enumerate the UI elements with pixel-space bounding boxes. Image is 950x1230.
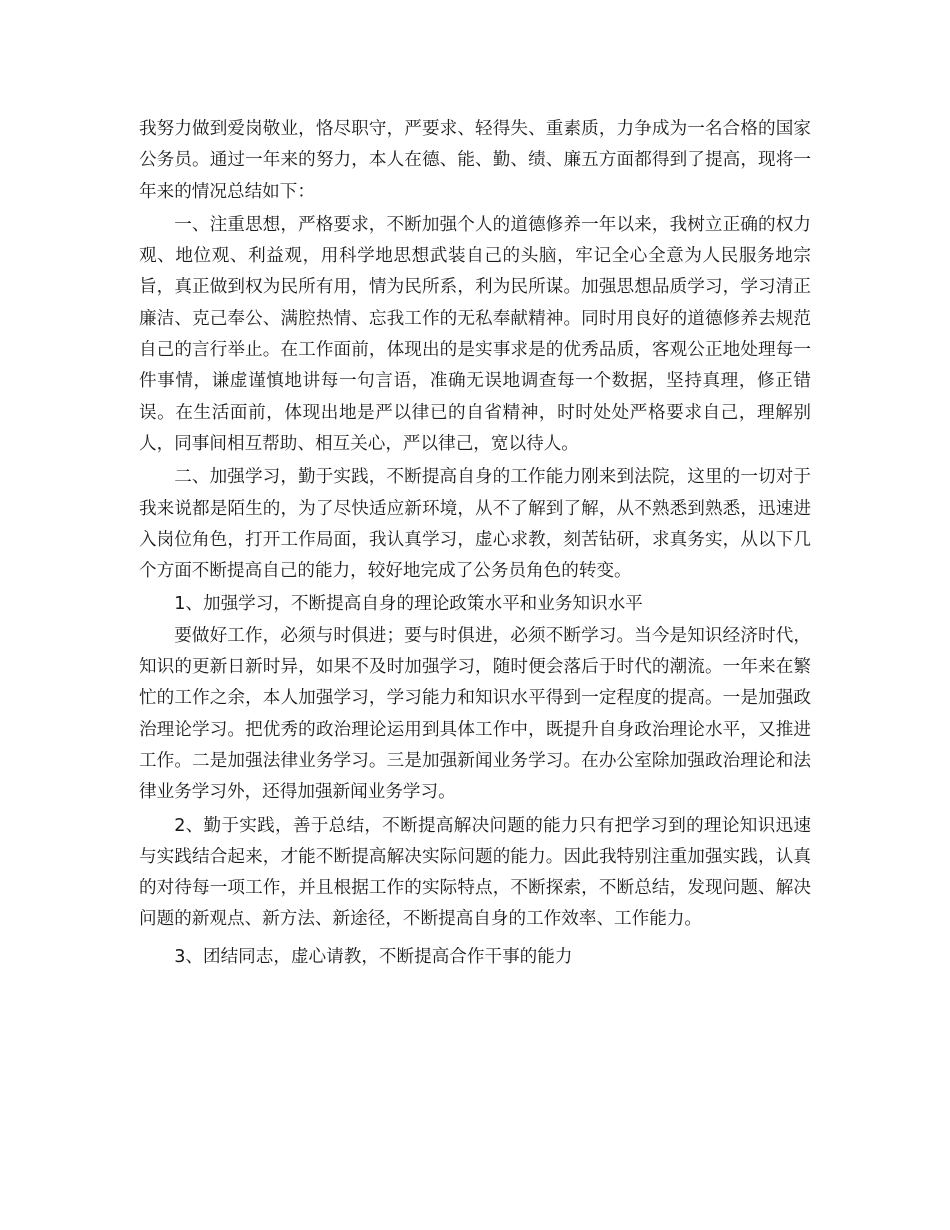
- subheading-3: 3、团结同志，虚心请教，不断提高合作干事的能力: [174, 946, 573, 967]
- paragraph-subsection-1: 要做好工作，必须与时俱进；要与时俱进，必须不断学习。当今是知识经济时代，知识的更新日新时异，如果不及时加强学习，随时便会落后于时代的潮流。一年来在繁忙的工作之余，本人加强学习，学习能力和知识水平得到一定程度的提高。一是加强政治理论学习。把优秀的政治理论运用到具体工作中，既提升自身政治理论水平，又推进工作。二是加强法律业务学习。三是加强新闻业务学习。在办公室除加强政治理论和法律业务学习外，还得加强新闻业务学习。: [139, 625, 811, 803]
- paragraph-subsection-2: 2、勤于实践，善于总结，不断提高解决问题的能力只有把学习到的理论知识迅速与实践结合起来，才能不断提高解决实际问题的能力。因此我特别注重加强实践，认真的对待每一项工作，并且根据工作的实际特点，不断探索，不断总结，发现问题、解决问题的新观点、新方法、新途径，不断提高自身的工作效率、工作能力。: [139, 815, 811, 930]
- paragraph-section-2: 二、加强学习，勤于实践，不断提高自身的工作能力刚来到法院，这里的一切对于我来说都是陌生的，为了尽快适应新环境，从不了解到了解，从不熟悉到熟悉，迅速进入岗位角色，打开工作局面，我认真学习，虚心求教，刻苦钻研，求真务实，从以下几个方面不断提高自己的能力，较好地完成了公务员角色的转变。: [139, 467, 811, 582]
- document-body: [139, 114, 811, 973]
- subheading-1: 1、加强学习，不断提高自身的理论政策水平和业务知识水平: [174, 594, 643, 615]
- paragraph-intro: 我努力做到爱岗敬业，恪尽职守，严要求、轻得失、重素质，力争成为一名合格的国家公务员。通过一年来的努力，本人在德、能、勤、绩、廉五方面都得到了提高，现将一年来的情况总结如下：: [139, 119, 811, 202]
- paragraph-section-1: 一、注重思想，严格要求，不断加强个人的道德修养一年以来，我树立正确的权力观、地位观、利益观，用科学地思想武装自己的头脑，牢记全心全意为人民服务地宗旨，真正做到权为民所有用，情为民所系，利为民所谋。加强思想品质学习，学习清正廉洁、克己奉公、满腔热情、忘我工作的无私奉献精神。同时用良好的道德修养去规范自己的言行举止。在工作面前，体现出的是实事求是的优秀品质，客观公正地处理每一件事情，谦虚谨慎地讲每一句言语，准确无误地调查每一个数据，坚持真理，修正错误。在生活面前，体现出地是严以律已的自省精神，时时处处严格要求自己，理解别人，同事间相互帮助、相互关心，严以律己，宽以待人。: [139, 214, 811, 454]
